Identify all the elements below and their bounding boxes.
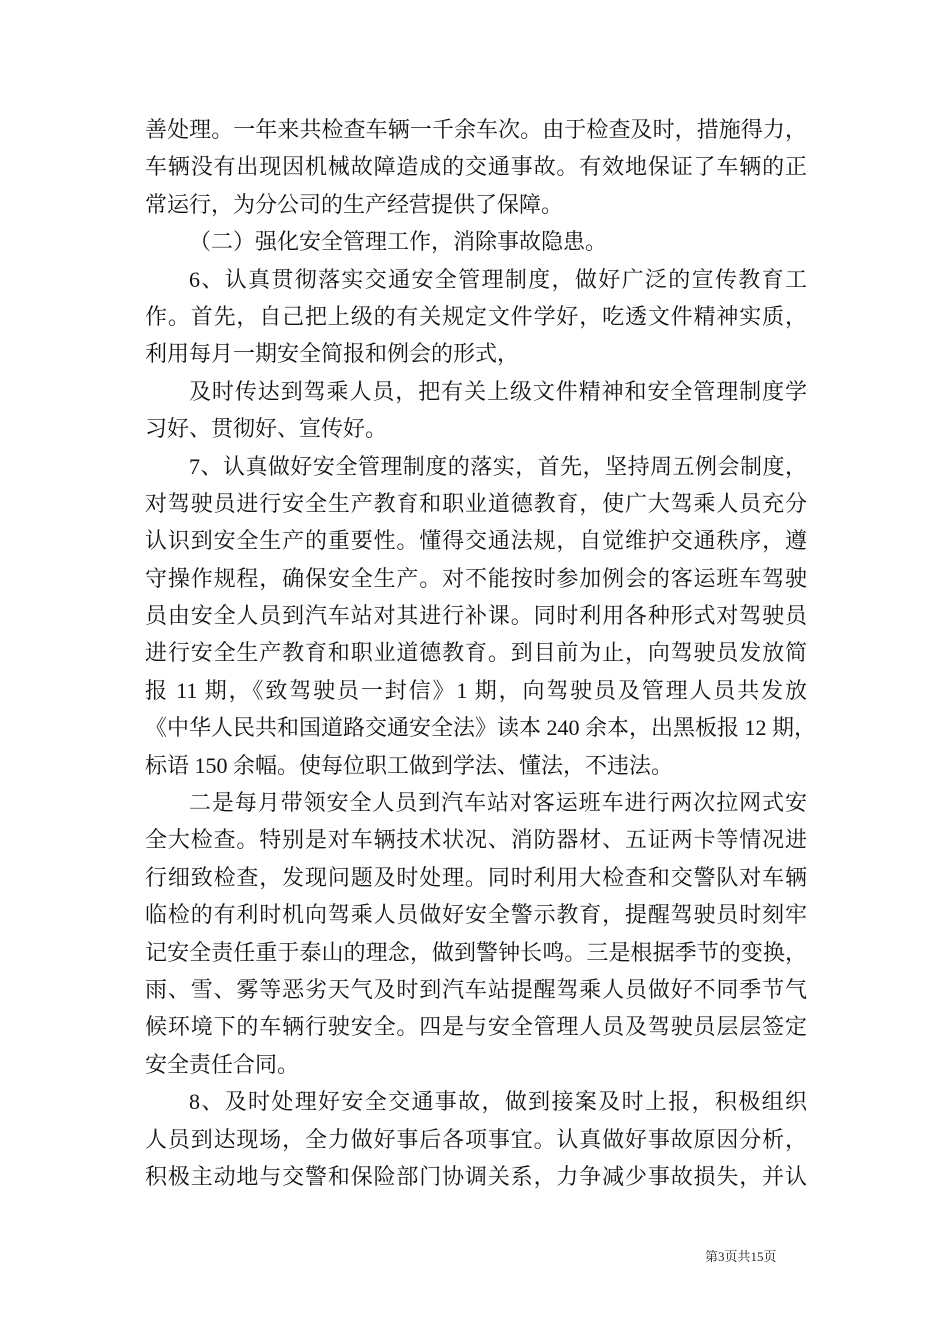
text-line: 及时传达到驾乘人员，把有关上级文件精神和安全管理制度学 <box>189 378 807 404</box>
text-line: 守操作规程，确保安全生产。对不能按时参加例会的客运班车驾驶 <box>145 565 807 591</box>
text-line: 全大检查。特别是对车辆技术状况、消防器材、五证两卡等情况进 <box>145 827 807 853</box>
text-line: 标语 150 余幅。使每位职工做到学法、懂法，不违法。 <box>145 752 674 778</box>
text-line: 认识到安全生产的重要性。懂得交通法规，自觉维护交通秩序，遵 <box>145 528 807 554</box>
text-line: 习好、贯彻好、宣传好。 <box>145 416 388 442</box>
footer-suffix: 页 <box>763 1249 777 1264</box>
text-line: 员由安全人员到汽车站对其进行补课。同时利用各种形式对驾驶员 <box>145 603 807 629</box>
text-line: 行细致检查，发现问题及时处理。同时利用大检查和交警队对车辆 <box>145 864 807 890</box>
text-line: 记安全责任重于泰山的理念，做到警钟长鸣。三是根据季节的变换， <box>145 939 807 965</box>
text-line: 人员到达现场，全力做好事后各项事宜。认真做好事故原因分析， <box>145 1126 807 1152</box>
text-line: 作。首先，自己把上级的有关规定文件学好，吃透文件精神实质， <box>145 303 807 329</box>
text-line: 常运行，为分公司的生产经营提供了保障。 <box>145 191 564 217</box>
body-text <box>145 111 817 1195</box>
text-line: 雨、雪、雾等恶劣天气及时到汽车站提醒驾乘人员做好不同季节气 <box>145 976 807 1002</box>
text-line: 车辆没有出现因机械故障造成的交通事故。有效地保证了车辆的正 <box>145 154 807 180</box>
text-line: （二）强化安全管理工作，消除事故隐患。 <box>189 229 608 255</box>
text-line: 临检的有利时机向驾乘人员做好安全警示教育，提醒驾驶员时刻牢 <box>145 902 807 928</box>
text-line: 二是每月带领安全人员到汽车站对客运班车进行两次拉网式安 <box>189 790 807 816</box>
footer-prefix: 第 <box>705 1249 719 1264</box>
text-line: 进行安全生产教育和职业道德教育。到目前为止，向驾驶员发放简 <box>145 640 807 666</box>
text-line: 善处理。一年来共检查车辆一千余车次。由于检查及时，措施得力， <box>145 117 807 142</box>
text-line: 7、认真做好安全管理制度的落实，首先，坚持周五例会制度， <box>189 453 807 479</box>
total-pages-number: 15 <box>750 1249 764 1264</box>
text-line: 候环境下的车辆行驶安全。四是与安全管理人员及驾驶员层层签定 <box>145 1014 807 1040</box>
text-line: 《中华人民共和国道路交通安全法》读本 240 余本，出黑板报 12 期， <box>145 715 817 741</box>
text-line: 报 11 期，《致驾驶员一封信》1 期，向驾驶员及管理人员共发放 <box>145 677 807 703</box>
text-line: 利用每月一期安全简报和例会的形式， <box>145 341 520 367</box>
text-line: 8、及时处理好安全交通事故，做到接案及时上报，积极组织 <box>189 1089 807 1115</box>
text-line: 6、认真贯彻落实交通安全管理制度，做好广泛的宣传教育工 <box>189 266 807 292</box>
page-footer <box>705 1246 777 1265</box>
footer-middle: 页共 <box>724 1249 751 1264</box>
text-line: 安全责任合同。 <box>145 1051 300 1077</box>
current-page-number: 3 <box>718 1249 725 1264</box>
text-line: 积极主动地与交警和保险部门协调关系，力争减少事故损失，并认 <box>145 1163 807 1189</box>
text-line: 对驾驶员进行安全生产教育和职业道德教育，使广大驾乘人员充分 <box>145 490 807 516</box>
